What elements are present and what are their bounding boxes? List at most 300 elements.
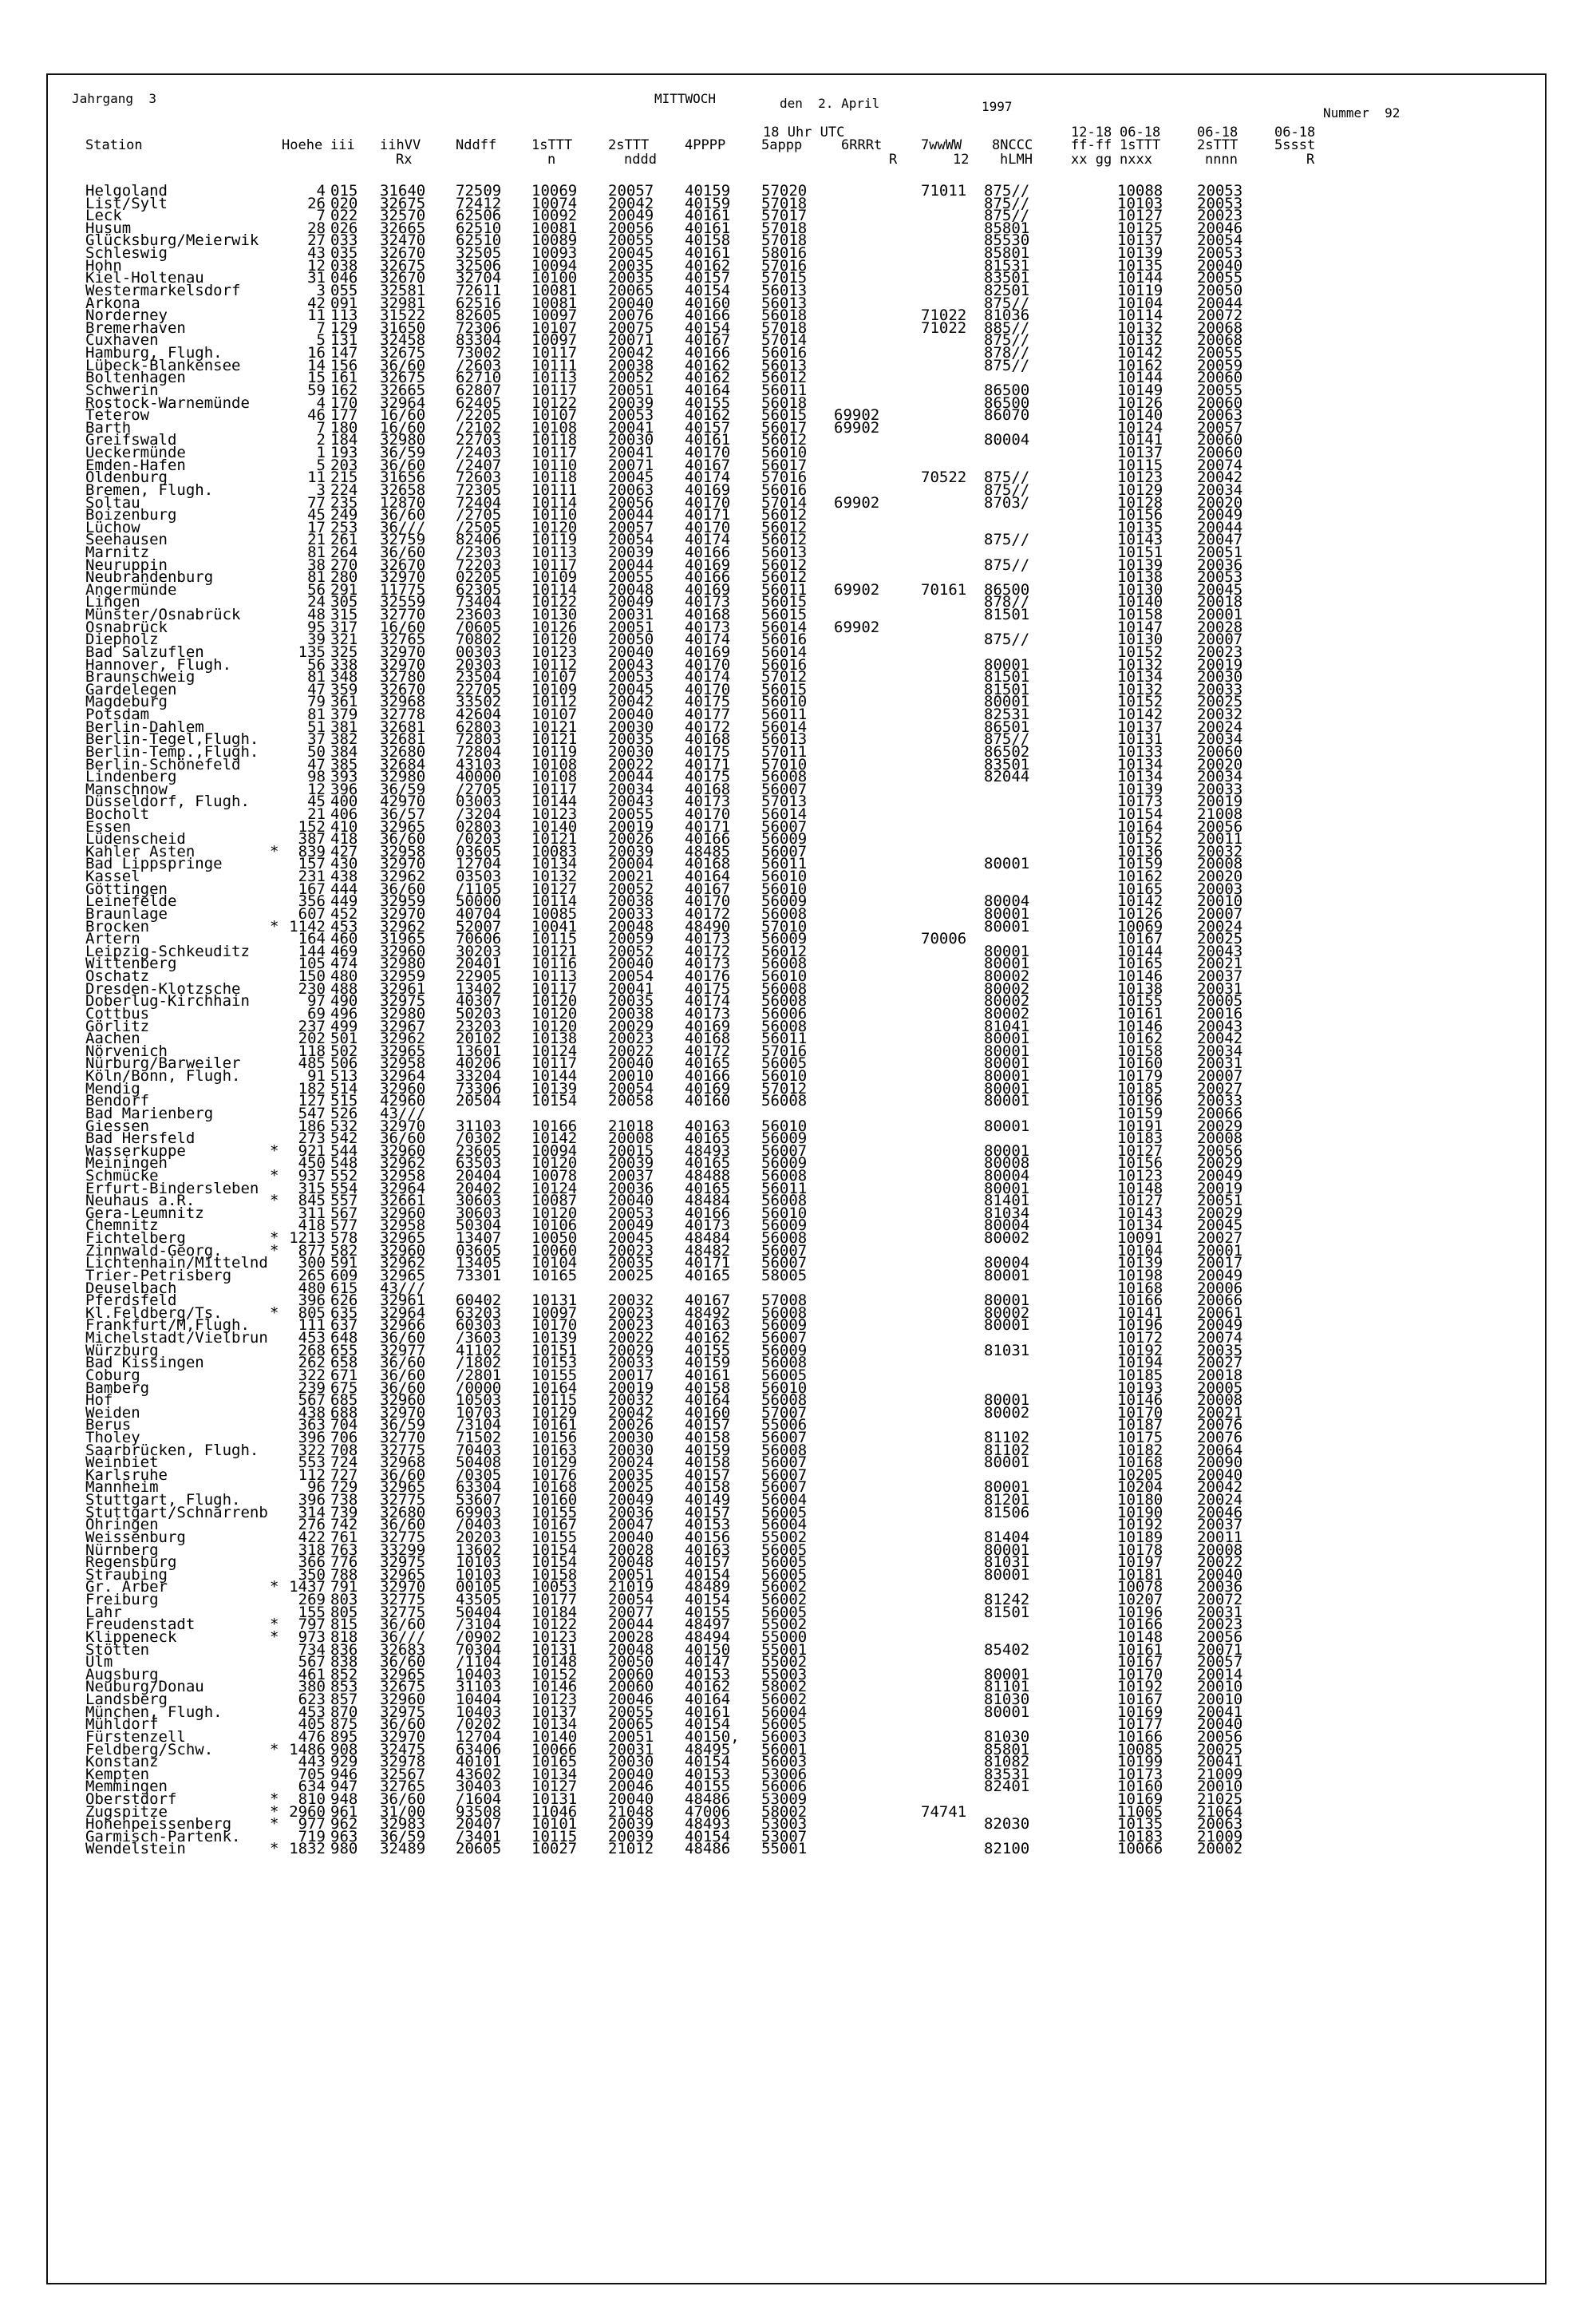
tendency-value: 56013 — [761, 543, 808, 561]
station-id: 488 — [330, 979, 358, 998]
station-elevation: 152 — [298, 817, 326, 836]
station-name: Glücksburg/Meierwik — [85, 231, 259, 250]
station-elevation: 973 — [298, 1628, 326, 1646]
dewpoint-value: 20059 — [608, 930, 654, 948]
maxtemp-value: 10137 — [1117, 444, 1163, 462]
temp-value: 10111 — [531, 356, 578, 374]
station-id: 685 — [330, 1391, 358, 1410]
temp-value: 10104 — [531, 1254, 578, 1272]
station-id: 348 — [330, 668, 358, 686]
dewpoint-value: 20057 — [608, 182, 654, 200]
dewpoint-value: 20022 — [608, 1042, 654, 1060]
iihvv-value: 36/60 — [380, 1366, 426, 1384]
station-name: Lingen — [85, 593, 140, 611]
station-elevation: 7 — [316, 318, 326, 337]
mintemp-value: 21025 — [1197, 1790, 1243, 1808]
maxtemp-value: 10134 — [1117, 1216, 1163, 1235]
station-name: Würzburg — [85, 1341, 159, 1359]
mintemp-value: 20025 — [1197, 693, 1243, 711]
station-id: 382 — [330, 730, 358, 749]
station-name: Lahr — [85, 1603, 122, 1621]
station-name: Frankfurt/M,Flugh. — [85, 1316, 250, 1335]
tendency-value: 56007 — [761, 1329, 808, 1347]
tendency-value: 56012 — [761, 431, 808, 449]
wind-value: 31103 — [456, 1117, 502, 1135]
maxtemp-value: 10132 — [1117, 318, 1163, 337]
station-name: Bad Marienberg — [85, 1104, 214, 1122]
station-name: Ulm — [85, 1653, 113, 1671]
station-name: Boltenhagen — [85, 369, 186, 387]
tendency-value: 57016 — [761, 469, 808, 487]
mintemp-value: 20033 — [1197, 680, 1243, 698]
station-id: 020 — [330, 194, 358, 212]
wind-value: 20407 — [456, 1815, 502, 1833]
mintemp-value: 20063 — [1197, 1815, 1243, 1833]
tendency-value: 56007 — [761, 1254, 808, 1272]
cloud-value: 83501 — [984, 755, 1030, 773]
tendency-value: 56005 — [761, 1603, 808, 1621]
wind-value: 23603 — [456, 606, 502, 624]
station-elevation: 322 — [298, 1441, 326, 1459]
maxtemp-value: 10160 — [1117, 1778, 1163, 1796]
cloud-value: 878// — [984, 344, 1030, 362]
maxtemp-value: 10085 — [1117, 1740, 1163, 1758]
pressure-value: 40153 — [685, 1665, 731, 1683]
iihvv-value: 32681 — [380, 730, 426, 749]
mintemp-value: 20027 — [1197, 1079, 1243, 1098]
iihvv-value: 32959 — [380, 892, 426, 911]
tendency-value: 57012 — [761, 1079, 808, 1098]
station-id: 803 — [330, 1591, 358, 1609]
tendency-value: 56008 — [761, 955, 808, 973]
iihvv-value: 32958 — [380, 1054, 426, 1073]
wind-value: 40000 — [456, 768, 502, 786]
tendency-value: 58002 — [761, 1802, 808, 1821]
utc-time-label: 18 Uhr UTC — [763, 125, 845, 140]
cloud-value: 80001 — [984, 1092, 1030, 1110]
pressure-value: 40173 — [685, 955, 731, 973]
temp-value: 10120 — [531, 992, 578, 1011]
maxtemp-value: 10187 — [1117, 1416, 1163, 1434]
wind-value: 62305 — [456, 580, 502, 599]
dewpoint-value: 20040 — [608, 294, 654, 312]
maxtemp-value: 10167 — [1117, 1653, 1163, 1671]
dewpoint-value: 20023 — [608, 1241, 654, 1260]
mountain-station-marker: * — [270, 1616, 279, 1634]
station-elevation: 144 — [298, 942, 326, 960]
pressure-value: 40167 — [685, 880, 731, 898]
station-name: Nörvenich — [85, 1042, 168, 1060]
station-id: 161 — [330, 369, 358, 387]
iihvv-value: 32958 — [380, 842, 426, 860]
dewpoint-value: 20025 — [608, 1478, 654, 1497]
station-id: 567 — [330, 1204, 358, 1222]
temp-value: 10094 — [531, 1141, 578, 1160]
temp-value: 10117 — [531, 381, 578, 399]
maxtemp-value: 10078 — [1117, 1578, 1163, 1596]
cloud-value: 80001 — [984, 1141, 1030, 1160]
mintemp-value: 20032 — [1197, 842, 1243, 860]
wind-value: 72803 — [456, 730, 502, 749]
station-elevation: 350 — [298, 1565, 326, 1584]
station-id: 180 — [330, 418, 358, 437]
tendency-value: 56005 — [761, 1541, 808, 1559]
station-id: 963 — [330, 1827, 358, 1845]
iihvv-value: 32581 — [380, 281, 426, 299]
station-elevation: 322 — [298, 1366, 326, 1384]
pressure-value: 40174 — [685, 992, 731, 1011]
dewpoint-value: 20077 — [608, 1603, 654, 1621]
station-id: 818 — [330, 1628, 358, 1646]
mintemp-value: 20020 — [1197, 493, 1243, 512]
iihvv-value: 32765 — [380, 1778, 426, 1796]
station-elevation: 1 — [316, 444, 326, 462]
dewpoint-value: 20030 — [608, 742, 654, 761]
maxtemp-value: 10183 — [1117, 1129, 1163, 1148]
cloud-value: 85801 — [984, 219, 1030, 237]
tendency-value: 53006 — [761, 1765, 808, 1783]
tendency-value: 56007 — [761, 1478, 808, 1497]
cloud-value: 81101 — [984, 1678, 1030, 1696]
temp-value: 10160 — [531, 1491, 578, 1509]
station-id: 474 — [330, 955, 358, 973]
iihvv-value: 32961 — [380, 979, 426, 998]
station-id: 015 — [330, 182, 358, 200]
station-id: 776 — [330, 1553, 358, 1572]
tendency-value: 57016 — [761, 256, 808, 275]
station-name: Öhringen — [85, 1516, 159, 1534]
maxtemp-value: 10115 — [1117, 456, 1163, 474]
station-elevation: 805 — [298, 1303, 326, 1322]
mintemp-value: 20005 — [1197, 992, 1243, 1011]
station-elevation: 797 — [298, 1616, 326, 1634]
station-name: Lindenberg — [85, 768, 177, 786]
station-name: Cuxhaven — [85, 331, 159, 350]
station-id: 444 — [330, 880, 358, 898]
mintemp-value: 20011 — [1197, 830, 1243, 848]
maxtemp-value: 10139 — [1117, 780, 1163, 798]
maxtemp-value: 10139 — [1117, 244, 1163, 263]
station-elevation: 734 — [298, 1640, 326, 1659]
wind-value: 10403 — [456, 1703, 502, 1721]
station-elevation: 98 — [307, 768, 326, 786]
mintemp-value: 20029 — [1197, 1204, 1243, 1222]
mintemp-value: 21064 — [1197, 1802, 1243, 1821]
station-elevation: 79 — [307, 693, 326, 711]
wind-value: /0605 — [456, 618, 502, 636]
station-id: 513 — [330, 1067, 358, 1086]
station-name: Fichtelberg — [85, 1229, 186, 1248]
temp-value: 10060 — [531, 1241, 578, 1260]
maxtemp-value: 10192 — [1117, 1678, 1163, 1696]
tendency-value: 56010 — [761, 880, 808, 898]
iihvv-value: 32970 — [380, 568, 426, 587]
dewpoint-value: 20031 — [608, 1740, 654, 1758]
wind-value: 50404 — [456, 1603, 502, 1621]
temp-value: 10117 — [531, 780, 578, 798]
wind-value: 10103 — [456, 1565, 502, 1584]
temp-value: 10130 — [531, 606, 578, 624]
col-1sttt-header: 1sTTT — [531, 137, 573, 153]
mintemp-value: 20056 — [1197, 1727, 1243, 1746]
station-name: Seehausen — [85, 531, 168, 549]
tendency-value: 56011 — [761, 381, 808, 399]
station-name: Chemnitz — [85, 1216, 159, 1235]
station-elevation: 276 — [298, 1516, 326, 1534]
dewpoint-value: 20051 — [608, 618, 654, 636]
iihvv-value: 32458 — [380, 331, 426, 350]
station-elevation: 69 — [307, 1004, 326, 1022]
pressure-value: 40168 — [685, 730, 731, 749]
station-id: 688 — [330, 1403, 358, 1422]
cloud-value: 81531 — [984, 256, 1030, 275]
station-id: 430 — [330, 855, 358, 873]
mountain-station-marker: * — [270, 1790, 279, 1808]
station-id: 763 — [330, 1541, 358, 1559]
pressure-value: 40163 — [685, 1541, 731, 1559]
dewpoint-value: 20029 — [608, 1341, 654, 1359]
maxtemp-value: 10069 — [1117, 917, 1163, 935]
temp-value: 10094 — [531, 256, 578, 275]
maxtemp-value: 10135 — [1117, 256, 1163, 275]
iihvv-value: 16/60 — [380, 406, 426, 425]
wind-value: 73306 — [456, 1079, 502, 1098]
station-id: 026 — [330, 219, 358, 237]
dewpoint-value: 20047 — [608, 1516, 654, 1534]
dewpoint-value: 20048 — [608, 917, 654, 935]
maxtemp-value: 10191 — [1117, 1117, 1163, 1135]
mintemp-value: 20064 — [1197, 1441, 1243, 1459]
wind-value: /2407 — [456, 456, 502, 474]
wind-value: 30403 — [456, 1778, 502, 1796]
pressure-value: 40155 — [685, 1341, 731, 1359]
station-id: 724 — [330, 1454, 358, 1472]
tendency-value: 56007 — [761, 1454, 808, 1472]
iihvv-value: 32975 — [380, 992, 426, 1011]
pressure-value: 40157 — [685, 1466, 731, 1484]
station-id: 838 — [330, 1653, 358, 1671]
tendency-value: 56008 — [761, 1303, 808, 1322]
mintemp-value: 20040 — [1197, 1715, 1243, 1734]
wind-value: /0403 — [456, 1516, 502, 1534]
iihvv-value: 36/60 — [380, 1466, 426, 1484]
cloud-value: 875// — [984, 556, 1030, 574]
dewpoint-value: 20036 — [608, 1179, 654, 1197]
tendency-value: 56010 — [761, 868, 808, 886]
tendency-value: 56014 — [761, 718, 808, 736]
pressure-value: 40170 — [685, 518, 731, 536]
station-elevation: 59 — [307, 381, 326, 399]
temp-value: 10137 — [531, 1703, 578, 1721]
station-elevation: 42 — [307, 294, 326, 312]
station-elevation: 476 — [298, 1727, 326, 1746]
dewpoint-value: 20043 — [608, 793, 654, 811]
mintemp-value: 20055 — [1197, 381, 1243, 399]
station-elevation: 2 — [316, 431, 326, 449]
maxtemp-value: 10165 — [1117, 880, 1163, 898]
pressure-value: 40153 — [685, 1765, 731, 1783]
cloud-value: 82401 — [984, 1778, 1030, 1796]
maxtemp-value: 10162 — [1117, 356, 1163, 374]
precip-value: 69902 — [834, 418, 880, 437]
station-name: Kahler Asten — [85, 842, 196, 860]
dewpoint-value: 20039 — [608, 1154, 654, 1173]
issue-number-label: Nummer 92 — [1323, 105, 1400, 121]
dewpoint-value: 20050 — [608, 1653, 654, 1671]
mintemp-value: 20066 — [1197, 1291, 1243, 1310]
iihvv-value: 32775 — [380, 1591, 426, 1609]
dewpoint-value: 20031 — [608, 606, 654, 624]
station-name: Saarbrücken, Flugh. — [85, 1441, 259, 1459]
wind-value: /1604 — [456, 1790, 502, 1808]
mintemp-value: 20090 — [1197, 1454, 1243, 1472]
dewpoint-value: 20040 — [608, 1765, 654, 1783]
pressure-value: 40174 — [685, 469, 731, 487]
station-name: Karlsruhe — [85, 1466, 168, 1484]
temp-value: 10165 — [531, 1753, 578, 1771]
maxtemp-value: 10141 — [1117, 1303, 1163, 1322]
tendency-value: 56009 — [761, 1154, 808, 1173]
cloud-value: 80001 — [984, 1117, 1030, 1135]
mintemp-value: 20008 — [1197, 1391, 1243, 1410]
temp-value: 10081 — [531, 281, 578, 299]
iihvv-value: 33299 — [380, 1541, 426, 1559]
cloud-value: 82531 — [984, 706, 1030, 724]
tendency-value: 57018 — [761, 318, 808, 337]
wind-value: 73404 — [456, 593, 502, 611]
station-id: 514 — [330, 1079, 358, 1098]
mintemp-value: 20056 — [1197, 1628, 1243, 1646]
wind-value: 10703 — [456, 1403, 502, 1422]
tendency-value: 58016 — [761, 244, 808, 263]
pressure-value: 40157 — [685, 418, 731, 437]
station-name: Münster/Osnabrück — [85, 606, 241, 624]
iihvv-value: 32681 — [380, 718, 426, 736]
iihvv-value: 32962 — [380, 868, 426, 886]
station-name: Nürburg/Barweiler — [85, 1054, 241, 1073]
station-name: Angermünde — [85, 580, 177, 599]
tendency-value: 56014 — [761, 643, 808, 661]
pressure-value: 40160 — [685, 294, 731, 312]
maxtemp-value: 10140 — [1117, 406, 1163, 425]
iihvv-value: 32983 — [380, 1815, 426, 1833]
cloud-value: 82501 — [984, 281, 1030, 299]
mountain-station-marker: * — [270, 1802, 279, 1821]
pressure-value: 40166 — [685, 1204, 731, 1222]
wind-value: 00303 — [456, 643, 502, 661]
temp-value: 10115 — [531, 1827, 578, 1845]
iihvv-value: 32665 — [380, 381, 426, 399]
tendency-value: 56009 — [761, 1341, 808, 1359]
tendency-value: 58005 — [761, 1266, 808, 1284]
mintemp-value: 20076 — [1197, 1429, 1243, 1446]
wind-value: 42604 — [456, 706, 502, 724]
temp-value: 10122 — [531, 394, 578, 412]
tendency-value: 56004 — [761, 1703, 808, 1721]
maxtemp-value: 10066 — [1117, 1840, 1163, 1858]
temp-value: 10117 — [531, 344, 578, 362]
tendency-value: 56007 — [761, 1466, 808, 1484]
station-id: 788 — [330, 1565, 358, 1584]
dewpoint-value: 20022 — [608, 755, 654, 773]
dewpoint-value: 20015 — [608, 1141, 654, 1160]
wind-value: 70403 — [456, 1441, 502, 1459]
mintemp-value: 20031 — [1197, 1054, 1243, 1073]
iihvv-value: 36/60 — [380, 1616, 426, 1634]
wind-value: 72412 — [456, 194, 502, 212]
dewpoint-value: 20025 — [608, 1266, 654, 1284]
dewpoint-value: 20029 — [608, 1017, 654, 1035]
station-id: 875 — [330, 1715, 358, 1734]
wind-value: 10503 — [456, 1391, 502, 1410]
iihvv-value: 36/60 — [380, 356, 426, 374]
station-elevation: 97 — [307, 992, 326, 1011]
tendency-value: 56005 — [761, 1553, 808, 1572]
cloud-value: 80001 — [984, 855, 1030, 873]
dewpoint-value: 20039 — [608, 1827, 654, 1845]
station-name: Weinbiet — [85, 1454, 159, 1472]
temp-value: 10167 — [531, 1516, 578, 1534]
col-6rrrt-sub: R — [889, 152, 898, 168]
iihvv-value: 32966 — [380, 1316, 426, 1335]
tendency-value: 56015 — [761, 606, 808, 624]
temp-value: 10153 — [531, 1354, 578, 1372]
mintemp-value: 20027 — [1197, 1354, 1243, 1372]
mintemp-value: 20066 — [1197, 1104, 1243, 1122]
cloud-value: 80001 — [984, 1565, 1030, 1584]
station-elevation: 977 — [298, 1815, 326, 1833]
maxtemp-value: 10156 — [1117, 506, 1163, 524]
station-id: 035 — [330, 244, 358, 263]
cloud-value: 81031 — [984, 1553, 1030, 1572]
tendency-value: 56007 — [761, 1429, 808, 1446]
mintemp-value: 20034 — [1197, 481, 1243, 499]
iihvv-value: 32964 — [380, 1179, 426, 1197]
iihvv-value: 32675 — [380, 256, 426, 275]
station-id: 393 — [330, 768, 358, 786]
dewpoint-value: 20036 — [608, 1503, 654, 1521]
tendency-value: 56006 — [761, 1004, 808, 1022]
temp-value: 10134 — [531, 1715, 578, 1734]
temp-value: 10164 — [531, 1378, 578, 1397]
wind-value: /1802 — [456, 1354, 502, 1372]
station-elevation: 719 — [298, 1827, 326, 1845]
cloud-value: 86500 — [984, 381, 1030, 399]
maxtemp-value: 10127 — [1117, 207, 1163, 225]
dewpoint-value: 20055 — [608, 231, 654, 250]
tendency-value: 57007 — [761, 1403, 808, 1422]
mintemp-value: 20001 — [1197, 606, 1243, 624]
station-elevation: 480 — [298, 1279, 326, 1297]
station-name: Doberlug-Kirchhain — [85, 992, 250, 1011]
temp-value: 10166 — [531, 1117, 578, 1135]
iihvv-value: 32559 — [380, 593, 426, 611]
wind-value: 10404 — [456, 1691, 502, 1709]
dewpoint-value: 20035 — [608, 1466, 654, 1484]
temp-value: 10107 — [531, 318, 578, 337]
tendency-value: 56008 — [761, 1354, 808, 1372]
temp-value: 10109 — [531, 568, 578, 587]
temp-value: 10120 — [531, 1017, 578, 1035]
station-name: Tholey — [85, 1429, 140, 1446]
iihvv-value: 32960 — [380, 942, 426, 960]
temp-value: 10116 — [531, 955, 578, 973]
dewpoint-value: 20021 — [608, 868, 654, 886]
dewpoint-value: 20035 — [608, 992, 654, 1011]
wind-value: 20504 — [456, 1092, 502, 1110]
mintemp-value: 20071 — [1197, 1640, 1243, 1659]
station-name: Bremen, Flugh. — [85, 481, 214, 499]
